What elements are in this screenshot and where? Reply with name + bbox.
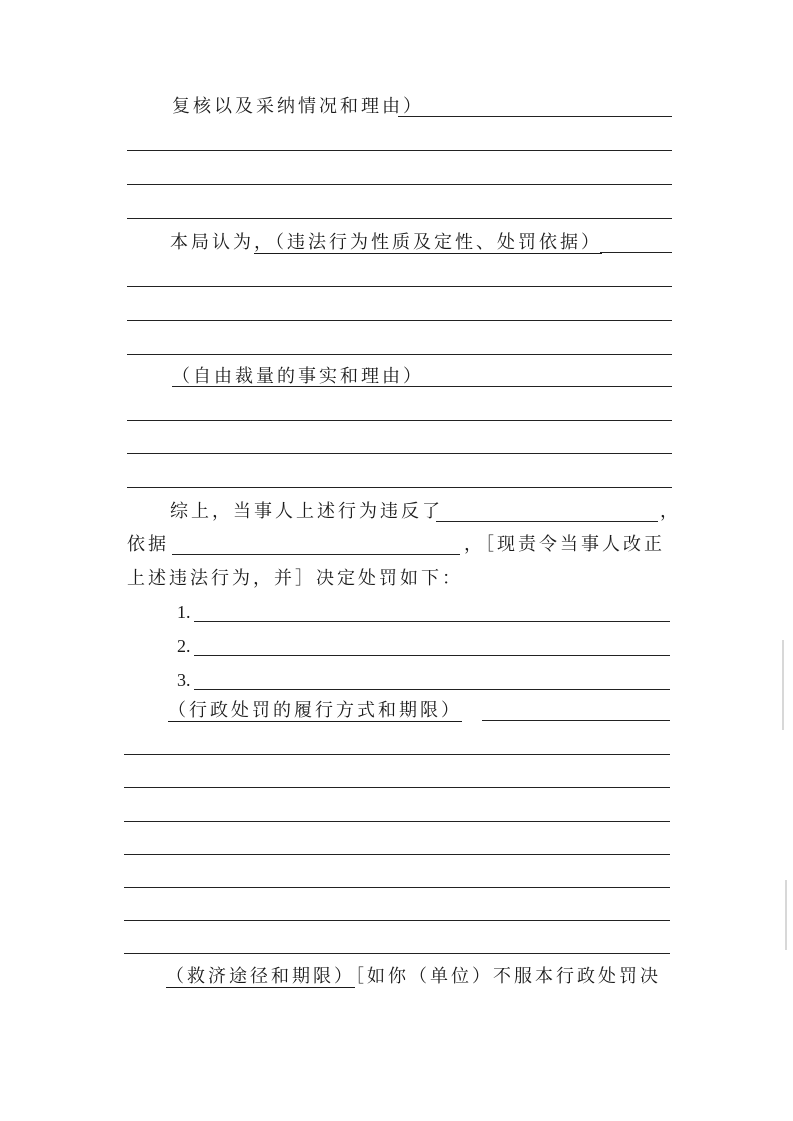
fill-line xyxy=(124,920,670,921)
penalty-item-3-number: 3. xyxy=(177,670,191,690)
fill-line xyxy=(124,953,670,954)
remedy-hint: （救济途径和期限） xyxy=(166,966,355,987)
basis-prefix: 依据 xyxy=(127,534,169,555)
fill-line xyxy=(127,487,672,488)
violated-rule-blank xyxy=(436,521,658,522)
performance-hint: （行政处罚的履行方式和期限） xyxy=(168,700,462,721)
basis-suffix: ，［现责令当事人改正 xyxy=(464,534,665,555)
fill-line xyxy=(600,252,672,253)
penalty-item-2-blank xyxy=(194,655,670,656)
decision-text: 上述违法行为，并］决定处罚如下： xyxy=(127,568,463,589)
remedy-line xyxy=(166,966,661,988)
fill-line xyxy=(124,821,670,822)
fill-line xyxy=(127,286,672,287)
fill-line xyxy=(124,754,670,755)
scan-edge-mark xyxy=(785,880,787,950)
fill-line xyxy=(398,116,672,117)
fill-line xyxy=(127,354,672,355)
fill-line xyxy=(124,887,670,888)
fill-line xyxy=(124,854,670,855)
fill-line xyxy=(482,720,670,721)
penalty-item-1-blank xyxy=(194,621,670,622)
fill-line xyxy=(127,453,672,454)
basis-blank xyxy=(172,554,460,555)
fill-line xyxy=(124,787,670,788)
conclusion-comma: ， xyxy=(660,501,678,522)
fill-line xyxy=(127,150,672,151)
fill-line xyxy=(172,386,672,387)
remedy-text: ［如你（单位）不服本行政处罚决 xyxy=(355,966,661,987)
fill-line xyxy=(127,420,672,421)
review-reason-text: 复核以及采纳情况和理由） xyxy=(172,96,424,117)
bureau-opinion-comma: ， xyxy=(254,232,275,253)
penalty-item-2-number: 2. xyxy=(177,636,191,656)
penalty-item-3-blank xyxy=(194,689,670,690)
penalty-item-1-number: 1. xyxy=(177,602,191,622)
fill-line xyxy=(127,218,672,219)
bureau-opinion-label xyxy=(170,232,602,254)
fill-line xyxy=(127,320,672,321)
bureau-opinion-hint: （违法行为性质及定性、处罚依据） xyxy=(275,232,602,253)
scan-edge-mark xyxy=(782,640,784,730)
fill-line xyxy=(127,184,672,185)
discretion-hint: （自由裁量的事实和理由） xyxy=(172,366,424,387)
bureau-opinion-prefix: 本局认为 xyxy=(170,232,254,253)
conclusion-text: 综上，当事人上述行为违反了 xyxy=(170,501,443,522)
